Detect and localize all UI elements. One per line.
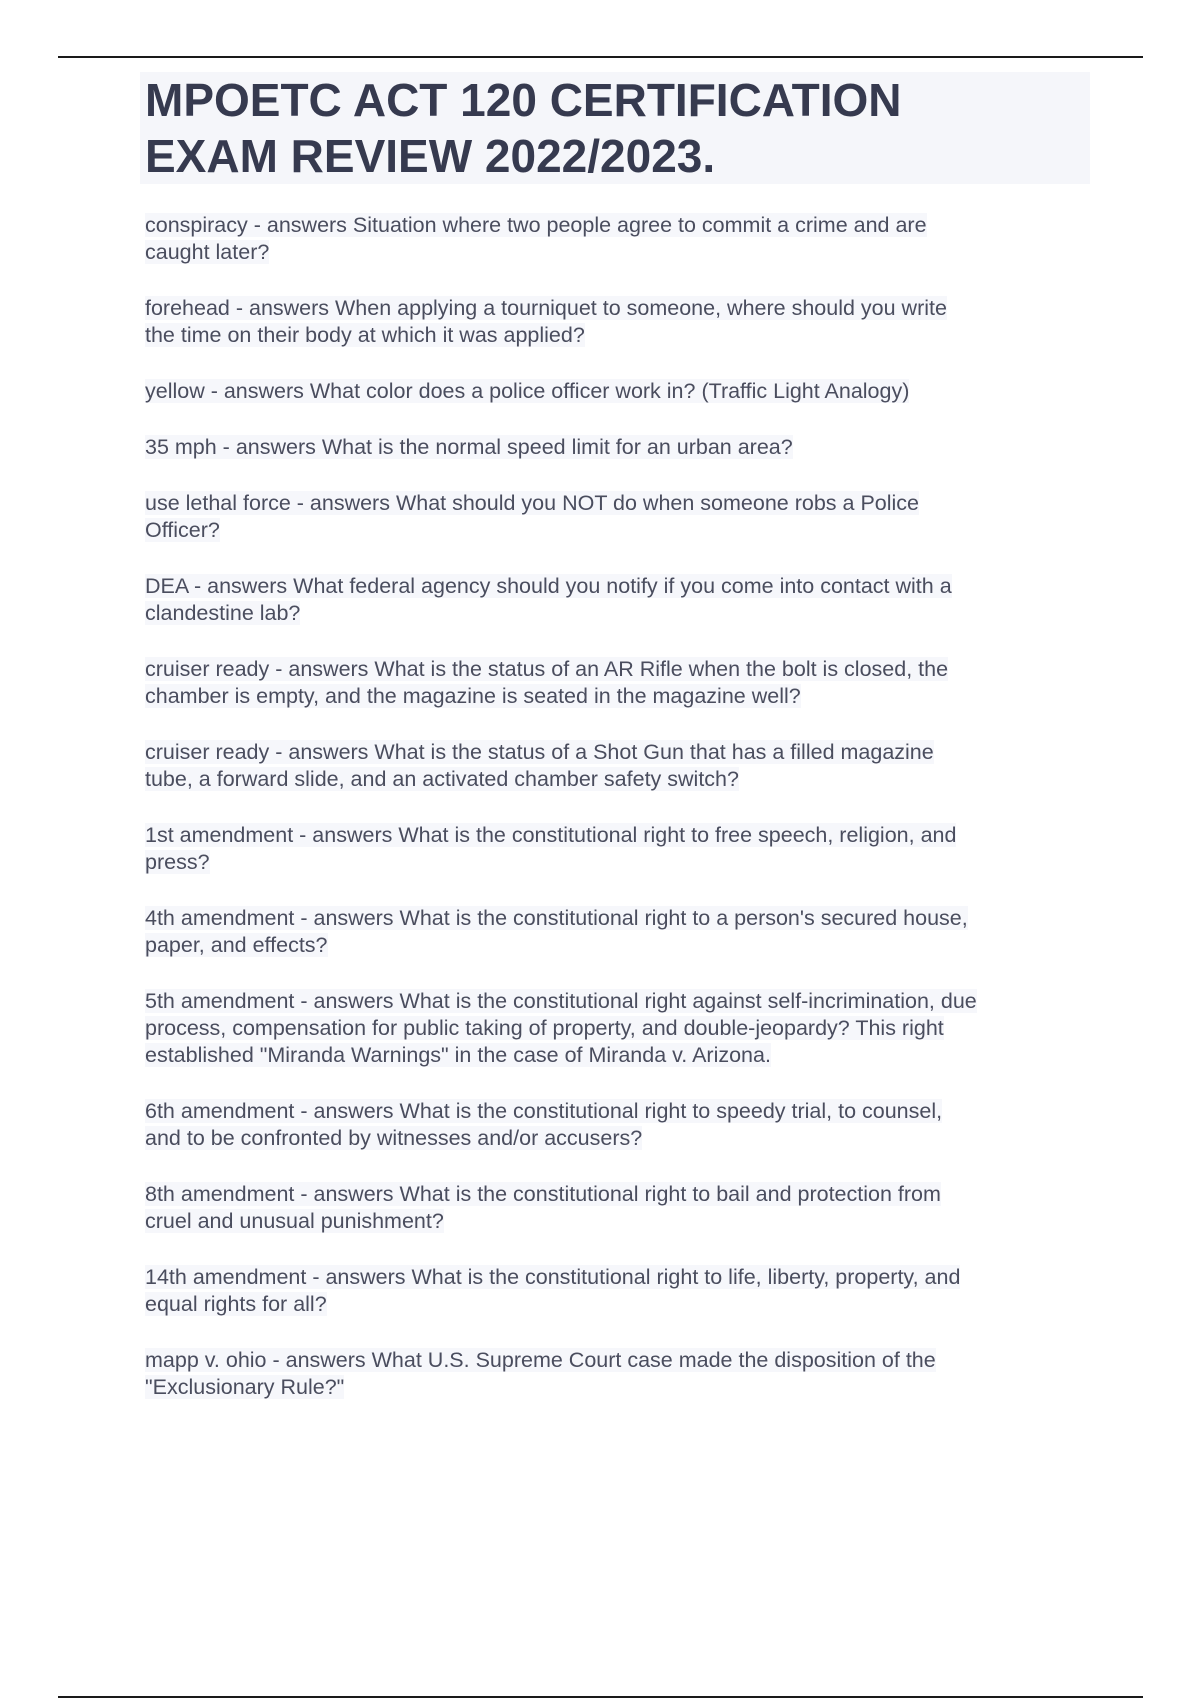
entry-line-text: Officer? — [145, 518, 220, 542]
title-line: EXAM REVIEW 2022/2023. — [145, 130, 716, 182]
entry-line — [145, 1181, 1095, 1208]
entry-line — [145, 822, 1095, 849]
entry-line-text: paper, and effects? — [145, 933, 328, 957]
flashcard-entry — [145, 295, 1095, 349]
entry-line-text: 4th amendment - answers What is the constitutional right to a person's secured house, — [145, 906, 968, 930]
entry-line-text: mapp v. ohio - answers What U.S. Supreme Court case made the disposition of the — [145, 1348, 936, 1372]
entry-line — [145, 656, 1095, 683]
entry-line-text: 5th amendment - answers What is the constitutional right against self-incrimination, due — [145, 989, 977, 1013]
entry-line — [145, 766, 1095, 793]
entry-line — [145, 1347, 1095, 1374]
document-title — [140, 72, 1090, 184]
flashcard-entry — [145, 1347, 1095, 1401]
entry-line — [145, 1374, 1095, 1401]
entry-line — [145, 1125, 1095, 1152]
entry-line-text: cruel and unusual punishment? — [145, 1209, 444, 1233]
bottom-rule — [58, 1696, 1143, 1698]
entry-line — [145, 212, 1095, 239]
entry-line-text: established "Miranda Warnings" in the case of Miranda v. Arizona. — [145, 1043, 771, 1067]
flashcard-entry — [145, 656, 1095, 710]
entry-line-text: caught later? — [145, 240, 270, 264]
entry-line — [145, 490, 1095, 517]
entry-line-text: chamber is empty, and the magazine is seated in the magazine well? — [145, 684, 801, 708]
entry-line — [145, 849, 1095, 876]
flashcard-entry — [145, 1181, 1095, 1235]
entry-line-text: equal rights for all? — [145, 1292, 327, 1316]
entry-line — [145, 1042, 1095, 1069]
flashcard-entry — [145, 905, 1095, 959]
flashcard-entry — [145, 378, 1095, 405]
entry-line-text: process, compensation for public taking of property, and double-jeopardy? This right — [145, 1016, 944, 1040]
entry-line — [145, 932, 1095, 959]
flashcard-list — [145, 212, 1095, 1430]
entry-line — [145, 739, 1095, 766]
flashcard-entry — [145, 1098, 1095, 1152]
entry-line-text: 14th amendment - answers What is the constitutional right to life, liberty, property, and — [145, 1265, 961, 1289]
entry-line-text: cruiser ready - answers What is the status of a Shot Gun that has a filled magazine — [145, 740, 934, 764]
entry-line-text: press? — [145, 850, 210, 874]
entry-line-text: clandestine lab? — [145, 601, 301, 625]
entry-line-text: forehead - answers When applying a tourniquet to someone, where should you write — [145, 296, 947, 320]
entry-line-text: cruiser ready - answers What is the status of an AR Rifle when the bolt is closed, the — [145, 657, 949, 681]
entry-line — [145, 322, 1095, 349]
entry-line — [145, 1291, 1095, 1318]
entry-line — [145, 378, 1095, 405]
entry-line-text: "Exclusionary Rule?" — [145, 1375, 345, 1399]
flashcard-entry — [145, 490, 1095, 544]
entry-line-text: conspiracy - answers Situation where two people agree to commit a crime and are — [145, 213, 927, 237]
entry-line-text: tube, a forward slide, and an activated chamber safety switch? — [145, 767, 739, 791]
entry-line-text: 35 mph - answers What is the normal speed limit for an urban area? — [145, 435, 793, 459]
entry-line-text: DEA - answers What federal agency should you notify if you come into contact with a — [145, 574, 952, 598]
title-line: MPOETC ACT 120 CERTIFICATION — [145, 74, 902, 126]
entry-line — [145, 434, 1095, 461]
entry-line — [145, 600, 1095, 627]
entry-line — [145, 905, 1095, 932]
entry-line — [145, 1015, 1095, 1042]
flashcard-entry — [145, 434, 1095, 461]
flashcard-entry — [145, 988, 1095, 1069]
entry-line — [145, 295, 1095, 322]
entry-line — [145, 683, 1095, 710]
entry-line — [145, 1208, 1095, 1235]
flashcard-entry — [145, 212, 1095, 266]
entry-line — [145, 1264, 1095, 1291]
entry-line — [145, 1098, 1095, 1125]
entry-line-text: use lethal force - answers What should you NOT do when someone robs a Police — [145, 491, 919, 515]
entry-line-text: 6th amendment - answers What is the constitutional right to speedy trial, to counsel, — [145, 1099, 943, 1123]
flashcard-entry — [145, 739, 1095, 793]
entry-line-text: the time on their body at which it was applied? — [145, 323, 585, 347]
flashcard-entry — [145, 573, 1095, 627]
flashcard-entry — [145, 822, 1095, 876]
entry-line-text: yellow - answers What color does a police officer work in? (Traffic Light Analogy) — [145, 379, 910, 403]
entry-line-text: 1st amendment - answers What is the constitutional right to free speech, religion, and — [145, 823, 957, 847]
entry-line-text: and to be confronted by witnesses and/or accusers? — [145, 1126, 643, 1150]
entry-line — [145, 988, 1095, 1015]
entry-line — [145, 573, 1095, 600]
top-rule — [58, 56, 1143, 58]
entry-line — [145, 239, 1095, 266]
entry-line — [145, 517, 1095, 544]
flashcard-entry — [145, 1264, 1095, 1318]
entry-line-text: 8th amendment - answers What is the constitutional right to bail and protection from — [145, 1182, 941, 1206]
